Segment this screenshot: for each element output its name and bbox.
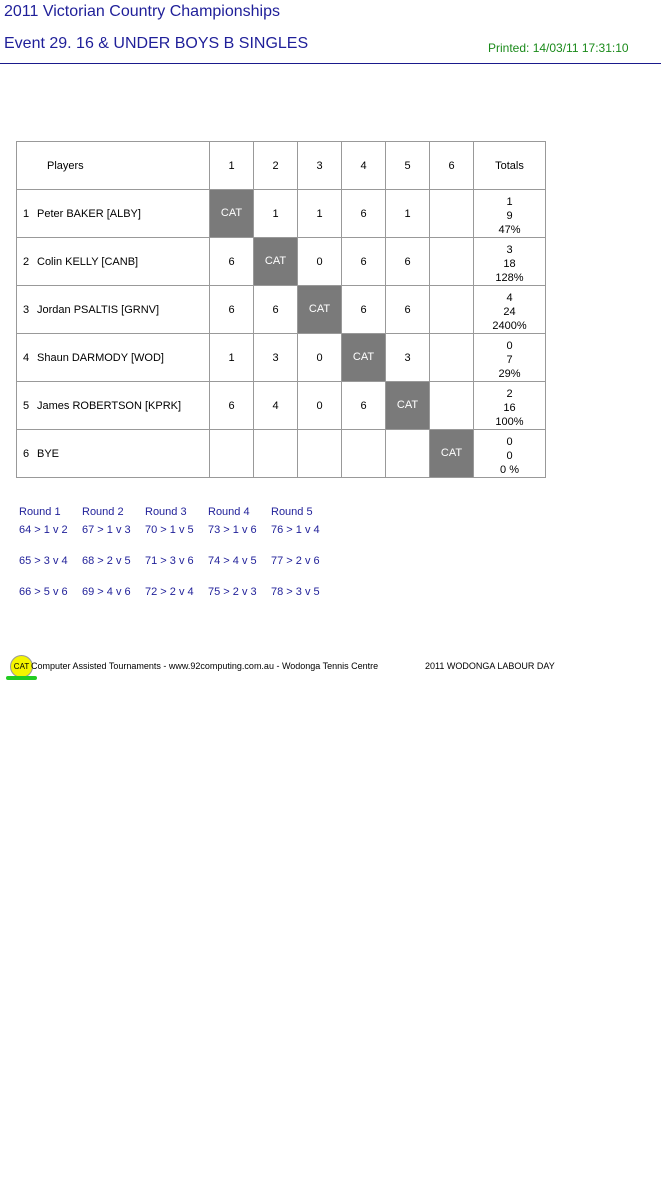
score-cell: 1 (210, 334, 254, 382)
totals-value: 24 (503, 305, 516, 318)
totals-value: 47% (498, 223, 521, 236)
match-entry: 69 > 4 v 6 (82, 586, 131, 598)
totals-value: 1 (506, 195, 513, 208)
totals-header: Totals (474, 142, 546, 190)
totals-cell (474, 190, 546, 238)
score-cell: 6 (386, 286, 430, 334)
player-row (17, 382, 546, 430)
totals-value: 18 (503, 257, 516, 270)
round-label: Round 4 (208, 506, 250, 518)
totals-values (474, 191, 545, 237)
totals-value: 2 (506, 387, 513, 400)
score-cell (342, 430, 386, 478)
match-entry: 72 > 2 v 4 (145, 586, 194, 598)
match-entry: 71 > 3 v 6 (145, 555, 194, 567)
totals-value: 100% (495, 415, 524, 428)
match-entry: 76 > 1 v 4 (271, 524, 320, 536)
match-entry: 64 > 1 v 2 (19, 524, 68, 536)
footer-credit: Computer Assisted Tournaments - www.92computing.com.au - Wodonga Tennis Centre (31, 661, 379, 671)
player-cell (17, 382, 210, 430)
player-cell (17, 286, 210, 334)
match-entry: 75 > 2 v 3 (208, 586, 257, 598)
player-cell (17, 238, 210, 286)
totals-values (474, 239, 545, 285)
col-header: 2 (254, 142, 298, 190)
score-cell: 3 (254, 334, 298, 382)
score-cell: 6 (386, 238, 430, 286)
score-cell (210, 430, 254, 478)
round-label: Round 5 (271, 506, 313, 518)
score-cell: 1 (298, 190, 342, 238)
round-label: Round 3 (145, 506, 187, 518)
col-header: 4 (342, 142, 386, 190)
player-number: 1 (23, 207, 30, 220)
player-cell (17, 190, 210, 238)
col-header: 6 (430, 142, 474, 190)
self-match-cell: CAT (430, 430, 474, 478)
score-cell: 4 (254, 382, 298, 430)
score-cell: 0 (298, 238, 342, 286)
match-entry: 70 > 1 v 5 (145, 524, 194, 536)
col-header: 3 (298, 142, 342, 190)
score-cell (430, 238, 474, 286)
page-title: 2011 Victorian Country Championships (4, 3, 281, 20)
totals-value: 0 (506, 449, 513, 462)
score-cell (386, 430, 430, 478)
player-row (17, 286, 546, 334)
match-entry: 73 > 1 v 6 (208, 524, 257, 536)
score-cell: 3 (386, 334, 430, 382)
player-name: Colin KELLY [CANB] (37, 255, 139, 268)
player-name: James ROBERTSON [KPRK] (37, 399, 182, 412)
score-cell: 6 (342, 190, 386, 238)
totals-value: 128% (495, 271, 524, 284)
totals-values (474, 383, 545, 429)
footer (8, 655, 628, 685)
player-name: Peter BAKER [ALBY] (37, 207, 141, 220)
match-entry: 68 > 2 v 5 (82, 555, 131, 567)
round-label: Round 1 (19, 506, 61, 518)
self-match-cell: CAT (298, 286, 342, 334)
match-entry: 77 > 2 v 6 (271, 555, 320, 567)
totals-value: 0 (506, 435, 513, 448)
table-header-row (17, 142, 546, 190)
round-label: Round 2 (82, 506, 124, 518)
player-row (17, 334, 546, 382)
score-cell: 6 (210, 382, 254, 430)
totals-cell (474, 286, 546, 334)
player-row (17, 430, 546, 478)
printed-timestamp: Printed: 14/03/11 17:31:10 (488, 41, 629, 55)
score-cell: 6 (210, 286, 254, 334)
score-cell: 6 (342, 382, 386, 430)
score-cell: 1 (254, 190, 298, 238)
totals-value: 4 (506, 291, 513, 304)
player-number: 2 (23, 255, 30, 268)
cat-logo-icon: CAT (10, 655, 33, 678)
self-match-cell: CAT (386, 382, 430, 430)
totals-cell (474, 430, 546, 478)
footer-tournament: 2011 WODONGA LABOUR DAY (425, 661, 555, 671)
totals-cell (474, 382, 546, 430)
match-entry: 66 > 5 v 6 (19, 586, 68, 598)
match-entry: 67 > 1 v 3 (82, 524, 131, 536)
col-header: 1 (210, 142, 254, 190)
totals-value: 0 % (500, 463, 519, 476)
totals-value: 29% (498, 367, 521, 380)
totals-values (474, 335, 545, 381)
match-entry: 78 > 3 v 5 (271, 586, 320, 598)
totals-value: 9 (506, 209, 513, 222)
score-cell: 0 (298, 382, 342, 430)
report-header (0, 0, 661, 64)
player-cell (17, 334, 210, 382)
logo-swoosh-icon (6, 676, 37, 680)
players-header: Players (17, 142, 210, 190)
totals-values (474, 287, 545, 333)
score-cell: 1 (386, 190, 430, 238)
player-name: BYE (37, 447, 60, 460)
score-cell (254, 430, 298, 478)
score-cell: 6 (210, 238, 254, 286)
player-row (17, 190, 546, 238)
match-entry: 65 > 3 v 4 (19, 555, 68, 567)
player-row (17, 238, 546, 286)
player-cell (17, 430, 210, 478)
score-cell (430, 190, 474, 238)
totals-value: 16 (503, 401, 516, 414)
totals-cell (474, 238, 546, 286)
self-match-cell: CAT (254, 238, 298, 286)
player-name: Jordan PSALTIS [GRNV] (37, 303, 160, 316)
totals-value: 7 (506, 353, 513, 366)
self-match-cell: CAT (210, 190, 254, 238)
score-cell (430, 334, 474, 382)
score-cell (298, 430, 342, 478)
round-robin-table (16, 141, 546, 478)
totals-cell (474, 334, 546, 382)
match-entry: 74 > 4 v 5 (208, 555, 257, 567)
score-cell (430, 382, 474, 430)
score-cell (430, 286, 474, 334)
player-number: 3 (23, 303, 30, 316)
self-match-cell: CAT (342, 334, 386, 382)
score-cell: 6 (342, 286, 386, 334)
score-cell: 6 (342, 238, 386, 286)
score-cell: 6 (254, 286, 298, 334)
col-header: 5 (386, 142, 430, 190)
player-number: 4 (23, 351, 30, 364)
totals-value: 0 (506, 339, 513, 352)
totals-value: 3 (506, 243, 513, 256)
event-title: Event 29. 16 & UNDER BOYS B SINGLES (4, 35, 309, 52)
player-number: 5 (23, 399, 30, 412)
player-name: Shaun DARMODY [WOD] (37, 351, 164, 364)
player-number: 6 (23, 447, 30, 460)
totals-values (474, 431, 545, 477)
score-cell: 0 (298, 334, 342, 382)
totals-value: 2400% (492, 319, 527, 332)
